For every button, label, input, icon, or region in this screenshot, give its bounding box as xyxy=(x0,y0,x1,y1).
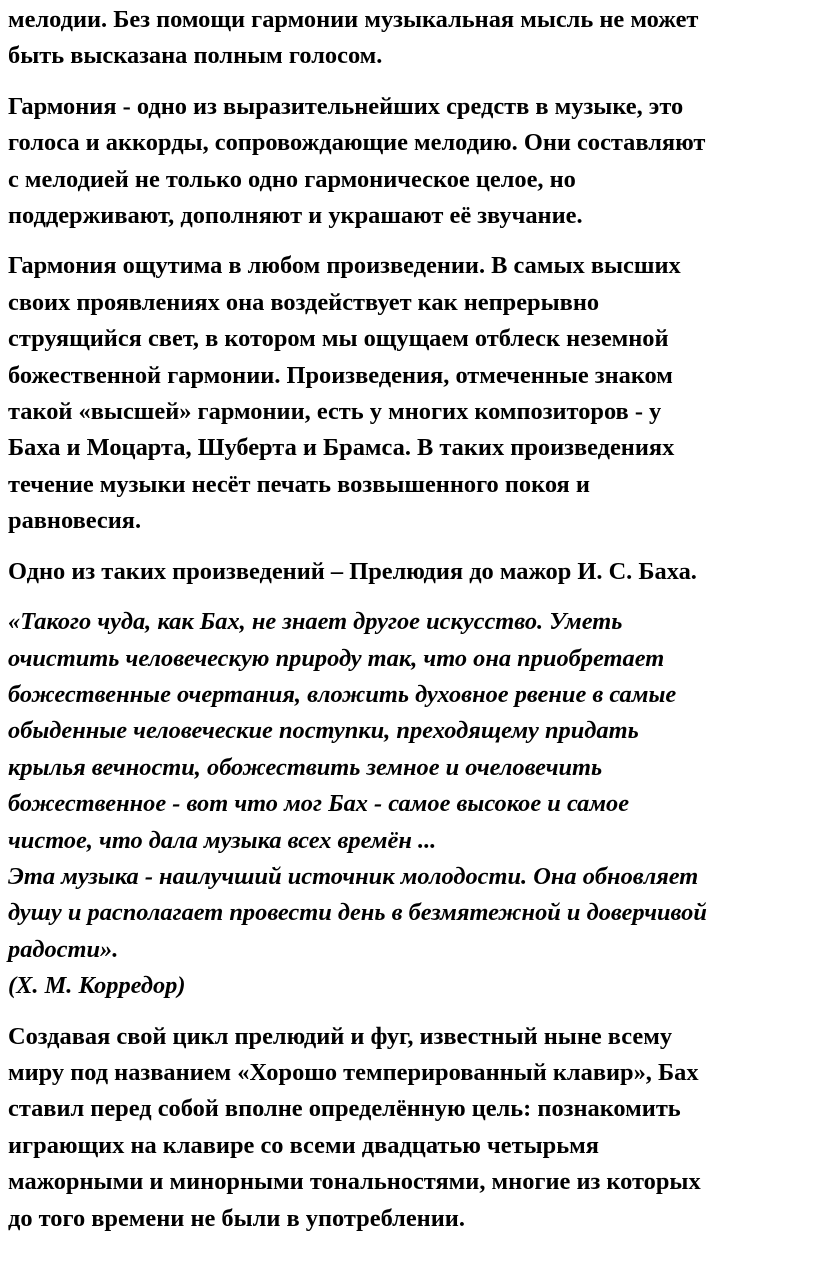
text-line: мажорными и минорными тональностями, многие из которых xyxy=(8,1168,701,1196)
text-line: течение музыки несёт печать возвышенного покоя и xyxy=(8,470,590,498)
text-line: такой «высшей» гармонии, есть у многих композиторов - у xyxy=(8,398,662,426)
text-line: миру под названием «Хорошо темперированный клавир», Бах xyxy=(8,1058,699,1086)
text-line: божественной гармонии. Произведения, отмеченные знаком xyxy=(8,361,673,389)
text-line: своих проявлениях она воздействует как непрерывно xyxy=(8,288,600,316)
paragraph-harmony-definition xyxy=(8,89,808,235)
quote-line: очистить человеческую природу так, что она приобретает xyxy=(8,644,665,672)
quote-line: чистое, что дала музыка всех времён ... xyxy=(8,826,437,854)
text-line: мелодии. Без помощи гармонии музыкальная мысль не может xyxy=(8,6,699,33)
text-line: Создавая свой цикл прелюдий и фуг, известный ныне всему xyxy=(8,1022,673,1050)
text-line: Гармония ощутима в любом произведении. В самых высших xyxy=(8,252,681,280)
text-line: быть высказана полным голосом. xyxy=(8,42,383,70)
quote-attribution: (Х. М. Корредор) xyxy=(8,972,186,1000)
text-line: голоса и аккорды, сопровождающие мелодию. Они составляют xyxy=(8,129,706,157)
text-line: играющих на клавире со всеми двадцатью четырьмя xyxy=(8,1131,599,1159)
text-line: Баха и Моцарта, Шуберта и Брамса. В таких произведениях xyxy=(8,434,675,462)
quote-line: Эта музыка - наилучший источник молодости. Она обновляет xyxy=(8,862,699,890)
text-line: Гармония - одно из выразительнейших средств в музыке, это xyxy=(8,92,684,120)
text-line: струящийся свет, в котором мы ощущаем отблеск неземной xyxy=(8,325,669,353)
text-line: равновесия. xyxy=(8,507,142,535)
quote-line: обыденные человеческие поступки, преходящему придать xyxy=(8,717,639,745)
text-line: Одно из таких произведений – Прелюдия до мажор И. С. Баха. xyxy=(8,557,697,585)
quote-line: божественное - вот что мог Бах - самое высокое и самое xyxy=(8,790,630,818)
text-line: с мелодией не только одно гармоническое целое, но xyxy=(8,165,576,193)
paragraph-bach-prelude xyxy=(8,554,808,590)
paragraph-harmony-intro xyxy=(8,2,808,75)
text-line: ставил перед собой вполне определённую цель: познакомить xyxy=(8,1095,681,1123)
quote-line: божественные очертания, вложить духовное рвение в самые xyxy=(8,680,677,708)
quote-line: «Такого чуда, как Бах, не знает другое искусство. Уметь xyxy=(8,608,623,636)
paragraph-harmony-works xyxy=(8,248,808,539)
text-line: до того времени не были в употреблении. xyxy=(8,1204,465,1232)
text-line: поддерживают, дополняют и украшают её звучание. xyxy=(8,202,583,230)
quote-line: крылья вечности, обожествить земное и очеловечить xyxy=(8,753,603,781)
quote-line: радости». xyxy=(8,935,119,963)
quote-line: душу и располагает провести день в безмятежной и доверчивой xyxy=(8,899,707,927)
paragraph-well-tempered-clavier xyxy=(8,1019,808,1237)
quote-block xyxy=(8,604,808,1004)
